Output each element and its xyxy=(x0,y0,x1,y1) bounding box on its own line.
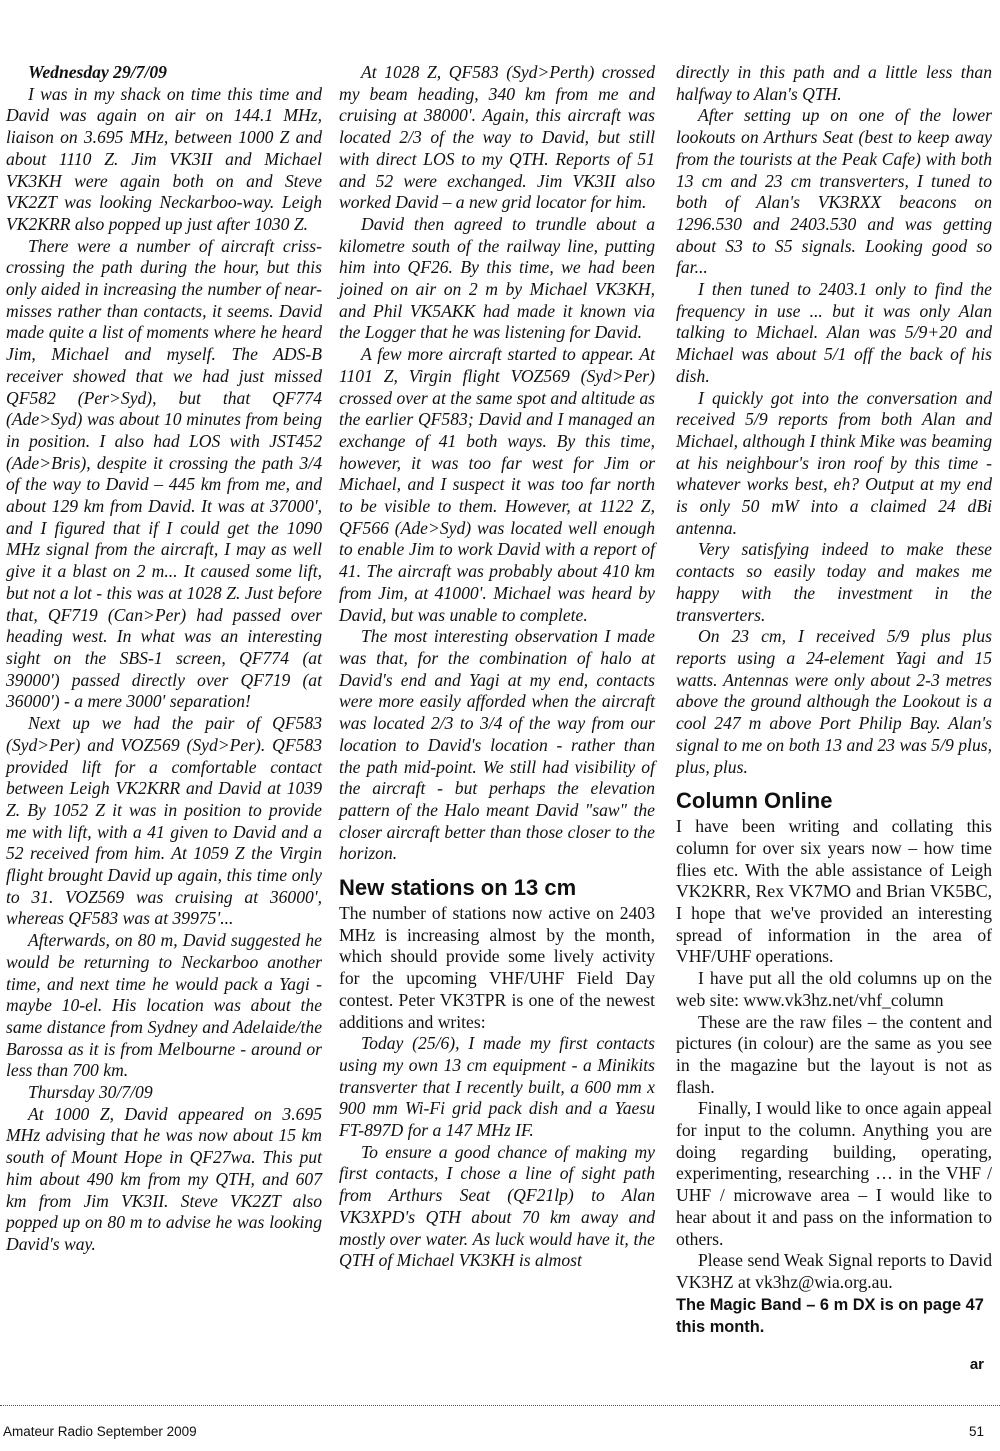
article-column-1 xyxy=(6,62,322,1256)
paragraph: I was in my shack on time this time and David was again on air on 144.1 MHz, liaison on 3.695 MHz, between 1000 Z and about 1110 Z. Jim VK3II and Michael VK3KH were again both on and Steve VK2ZT was looking Neckarboo-way. Leigh VK2KRR also popped up just after 1030 Z. xyxy=(6,83,322,234)
paragraph: I have put all the old columns up on the web site: www.vk3hz.net/vhf_column xyxy=(676,968,992,1010)
quoted-paragraph: I then tuned to 2403.1 only to find the frequency in use ... but it was only Alan talking to Michael. Alan was 5/9+20 and Michael was about 5/1 off the back of his dish. xyxy=(676,279,992,386)
date-heading: Wednesday 29/7/09 xyxy=(28,62,167,82)
article-end-mark: ar xyxy=(969,1356,984,1373)
paragraph: The most interesting observation I made was that, for the combination of halo at David's end and Yagi at my end, contacts were more easily afforded when the aircraft was located 2/3 to 3/4 of the way from our location to David's location - rather than the path mid-point. We still had visibility of the aircraft - but perhaps the elevation pattern of the Halo meant David "saw" the closer aircraft better than those closer to the horizon. xyxy=(339,626,655,864)
paragraph: Afterwards, on 80 m, David suggested he would be returning to Neckarboo another time, and next time he would pack a Yagi - maybe 10-el. His location was about the same distance from Sydney and Adelaide/the Barossa as it is from Melbourne - around or less than 700 km. xyxy=(6,930,322,1081)
paragraph: At 1000 Z, David appeared on 3.695 MHz advising that he was now about 15 km south of Mount Hope in QF27wa. This put him about 490 km from my QTH, and 607 km from Jim VK3II. Steve VK2ZT also popped up on 80 m to advise he was looking David's way. xyxy=(6,1103,322,1254)
paragraph: Next up we had the pair of QF583 (Syd>Per) and VOZ569 (Syd>Per). QF583 provided lift for a comfortable contact between Leigh VK2KRR and David at 1039 Z. By 1052 Z it was in position to provide me with lift, with a 41 given to David and a 52 received from him. At 1059 Z the Virgin flight brought David up again, this time only to 31. VOZ569 was cruising at 36000', whereas QF583 was at 39975'... xyxy=(6,713,322,929)
paragraph: At 1028 Z, QF583 (Syd>Perth) crossed my beam heading, 340 km from me and cruising at 38000'. Again, this aircraft was located 2/3 of the way to David, but still with direct LOS to my QTH. Reports of 51 and 52 were exchanged. Jim VK3II also worked David – a new grid locator for him. xyxy=(339,62,655,213)
paragraph: Please send Weak Signal reports to David VK3HZ at vk3hz@wia.org.au. xyxy=(676,1250,992,1292)
paragraph: Finally, I would like to once again appeal for input to the column. Anything you are doing regarding building, operating, experimenting, researching … in the VHF / UHF / microwave area – I would like to hear about it and pass on the information to others. xyxy=(676,1098,992,1249)
footer-divider xyxy=(0,1405,1000,1406)
article-column-3 xyxy=(676,62,992,1338)
paragraph: These are the raw files – the content and pictures (in colour) are the same as you see in the magazine but the layout is not as flash. xyxy=(676,1011,992,1097)
section-heading: New stations on 13 cm xyxy=(339,875,577,901)
paragraph: David then agreed to trundle about a kilometre south of the railway line, putting him into QF26. By this time, we had been joined on air on 2 m by Michael VK3KH, and Phil VK5AKK had made it known via the Logger that he was listening for David. xyxy=(339,213,655,343)
paragraph: I have been writing and collating this column for over six years now – how time flies etc. With the able assistance of Leigh VK2KRR, Rex VK7MO and Brian VK5BC, I hope that we've provided an interesting spread of information in the area of VHF/UHF operations. xyxy=(676,816,992,967)
article-column-2 xyxy=(339,62,655,1272)
date-heading: Thursday 30/7/09 xyxy=(28,1082,153,1103)
page-footer xyxy=(0,1410,1000,1438)
paragraph: The number of stations now active on 2403 MHz is increasing almost by the month, which should provide some lively activity for the upcoming VHF/UHF Field Day contest. Peter VK3TPR is one of the newest additions and writes: xyxy=(339,903,655,1032)
quoted-paragraph: To ensure a good chance of making my first contacts, I chose a line of sight path from Arthurs Seat (QF21lp) to Alan VK3XPD's QTH about 70 km away and mostly over water. As luck would have it, the QTH of Michael VK3KH is almost xyxy=(339,1141,655,1271)
quoted-paragraph: directly in this path and a little less than halfway to Alan's QTH. xyxy=(676,62,992,104)
page-number: 51 xyxy=(968,1424,984,1439)
quoted-paragraph: Very satisfying indeed to make these contacts so easily today and makes me happy with the investment in the transverters. xyxy=(676,539,992,625)
cross-reference-note: The Magic Band – 6 m DX is on page 47 this month. xyxy=(676,1295,984,1336)
publication-info: Amateur Radio September 2009 xyxy=(3,1424,197,1439)
quoted-paragraph: On 23 cm, I received 5/9 plus plus reports using a 24-element Yagi and 15 watts. Antennas were only about 2-3 metres above the ground although the Lookout is a cool 247 m above Port Philip Bay. Alan's signal to me on both 13 and 23 was 5/9 plus, plus, plus. xyxy=(676,626,992,777)
paragraph: A few more aircraft started to appear. At 1101 Z, Virgin flight VOZ569 (Syd>Per) crossed over at the same spot and altitude as the earlier QF583; David and I managed an exchange of 41 both ways. By this time, however, it was too far west for Jim or Michael, and I suspect it was too far north to be visible to them. However, at 1122 Z, QF566 (Ade>Syd) was located well enough to enable Jim to work David with a report of 41. The aircraft was probably about 410 km from Jim, at 41000'. Michael was heard by David, but was unable to complete. xyxy=(339,344,655,625)
paragraph: There were a number of aircraft criss-crossing the path during the hour, but this only aided in increasing the number of near-misses rather than contacts, it seems. David made quite a list of moments where he heard Jim, Michael and myself. The ADS-B receiver showed that we had just missed QF582 (Per>Syd), but that QF774 (Ade>Syd) was about 10 minutes from being in position. I also had LOS with JST452 (Ade>Bris), despite it crossing the path 3/4 of the way to David – 445 km from me, and about 129 km from David. It was at 37000', and I figured that if I could get the 1090 MHz signal from the aircraft, I may as well give it a blast on 2 m... It caused some lift, but not a lot - this was at 1028 Z. Just before that, QF719 (Can>Per) had passed over heading west. In what was an interesting sight on the SBS-1 screen, QF774 (at 39000') passed directly over QF719 (at 36000') - a mere 3000' separation! xyxy=(6,235,322,712)
quoted-paragraph: Today (25/6), I made my first contacts using my own 13 cm equipment - a Minikits transverter that I recently built, a 600 mm x 900 mm Wi-Fi grid pack dish and a Yaesu FT-897D for a 147 MHz IF. xyxy=(339,1033,655,1141)
quoted-paragraph: After setting up on one of the lower lookouts on Arthurs Seat (best to keep away from the tourists at the Peak Cafe) with both 13 cm and 23 cm transverters, I tuned to both of Alan's VK3RXX beacons on 1296.530 and 2403.530 and was getting about S3 to S5 signals. Looking good so far... xyxy=(676,105,992,278)
section-heading: Column Online xyxy=(676,788,833,814)
quoted-paragraph: I quickly got into the conversation and received 5/9 reports from both Alan and Michael, although I think Mike was beaming at his neighbour's iron roof by this time - whatever works best, eh? Output at my end is only 50 mW into a claimed 24 dBi antenna. xyxy=(676,387,992,538)
